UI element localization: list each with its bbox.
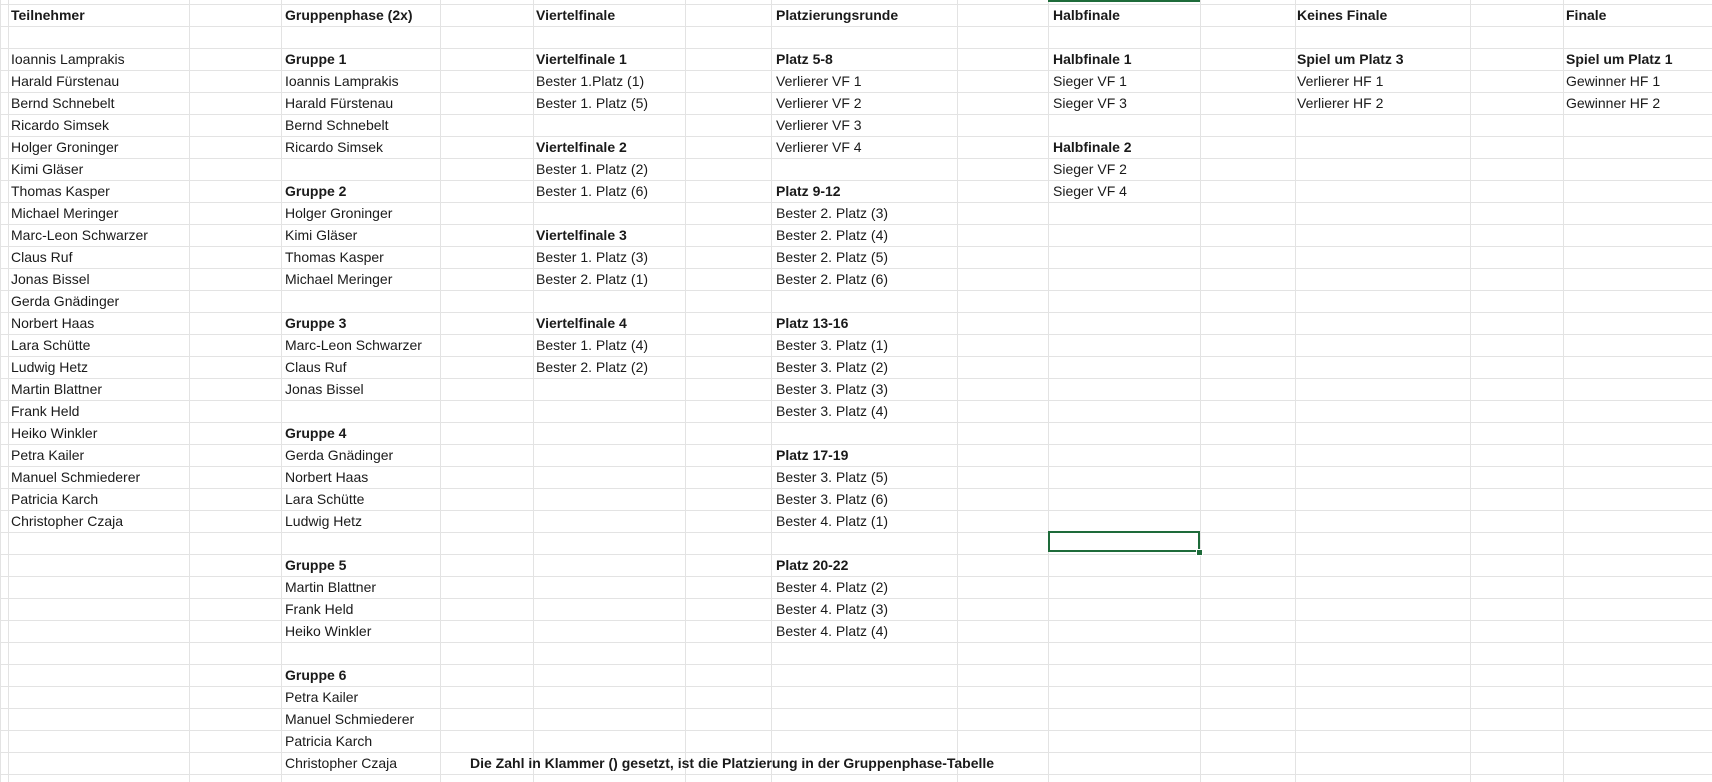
group-member-cell: Michael Meringer bbox=[285, 271, 393, 287]
row-gridline bbox=[0, 422, 1712, 423]
quarterfinal-entry: Bester 1. Platz (6) bbox=[536, 183, 649, 199]
group-member-cell: Jonas Bissel bbox=[285, 381, 364, 397]
final-entry: Gewinner HF 1 bbox=[1566, 73, 1661, 89]
group-member-cell: Lara Schütte bbox=[285, 491, 365, 507]
group-title: Gruppe 6 bbox=[285, 667, 347, 683]
column-header: Keines Finale bbox=[1297, 7, 1388, 23]
row-gridline bbox=[0, 664, 1712, 665]
quarterfinal-title: Viertelfinale 2 bbox=[536, 139, 627, 155]
participant-cell: Norbert Haas bbox=[11, 315, 95, 331]
final-title: Spiel um Platz 1 bbox=[1566, 51, 1673, 67]
participant-cell: Kimi Gläser bbox=[11, 161, 84, 177]
participant-cell: Frank Held bbox=[11, 403, 80, 419]
placement-title: Platz 20-22 bbox=[776, 557, 849, 573]
group-member-cell: Patricia Karch bbox=[285, 733, 373, 749]
participant-cell: Michael Meringer bbox=[11, 205, 119, 221]
placement-entry: Bester 2. Platz (4) bbox=[776, 227, 889, 243]
participant-cell: Claus Ruf bbox=[11, 249, 73, 265]
participant-cell: Ricardo Simsek bbox=[11, 117, 110, 133]
group-member-cell: Norbert Haas bbox=[285, 469, 369, 485]
participant-cell: Lara Schütte bbox=[11, 337, 91, 353]
placement-entry: Bester 4. Platz (4) bbox=[776, 623, 889, 639]
quarterfinal-title: Viertelfinale 1 bbox=[536, 51, 627, 67]
placement-entry: Bester 4. Platz (3) bbox=[776, 601, 889, 617]
semifinal-entry: Sieger VF 2 bbox=[1053, 161, 1127, 177]
quarterfinal-title: Viertelfinale 3 bbox=[536, 227, 627, 243]
quarterfinal-entry: Bester 1. Platz (4) bbox=[536, 337, 649, 353]
semifinal-entry: Sieger VF 3 bbox=[1053, 95, 1127, 111]
group-member-cell: Gerda Gnädinger bbox=[285, 447, 394, 463]
participant-cell: Petra Kailer bbox=[11, 447, 85, 463]
placement-entry: Verlierer VF 4 bbox=[776, 139, 862, 155]
third-place-entry: Verlierer HF 2 bbox=[1297, 95, 1384, 111]
placement-entry: Verlierer VF 3 bbox=[776, 117, 862, 133]
group-member-cell: Harald Fürstenau bbox=[285, 95, 394, 111]
row-gridline bbox=[0, 532, 1712, 533]
participant-cell: Thomas Kasper bbox=[11, 183, 110, 199]
group-title: Gruppe 3 bbox=[285, 315, 347, 331]
participant-cell: Ludwig Hetz bbox=[11, 359, 89, 375]
group-member-cell: Marc-Leon Schwarzer bbox=[285, 337, 422, 353]
column-header: Halbfinale bbox=[1053, 7, 1120, 23]
placement-title: Platz 13-16 bbox=[776, 315, 849, 331]
participant-cell: Patricia Karch bbox=[11, 491, 99, 507]
placement-entry: Bester 2. Platz (3) bbox=[776, 205, 889, 221]
column-header: Gruppenphase (2x) bbox=[285, 7, 413, 23]
placement-entry: Bester 3. Platz (3) bbox=[776, 381, 889, 397]
column-header: Finale bbox=[1566, 7, 1607, 23]
row-gridline bbox=[0, 48, 1712, 49]
quarterfinal-entry: Bester 1. Platz (2) bbox=[536, 161, 649, 177]
group-member-cell: Claus Ruf bbox=[285, 359, 347, 375]
group-title: Gruppe 4 bbox=[285, 425, 347, 441]
active-column-indicator bbox=[1048, 0, 1200, 2]
semifinal-title: Halbfinale 1 bbox=[1053, 51, 1132, 67]
placement-entry: Bester 4. Platz (2) bbox=[776, 579, 889, 595]
column-header: Platzierungsrunde bbox=[776, 7, 899, 23]
row-gridline bbox=[0, 290, 1712, 291]
participant-cell: Ioannis Lamprakis bbox=[11, 51, 125, 67]
participant-cell: Heiko Winkler bbox=[11, 425, 98, 441]
row-gridline bbox=[0, 686, 1712, 687]
group-member-cell: Frank Held bbox=[285, 601, 354, 617]
placement-entry: Bester 3. Platz (5) bbox=[776, 469, 889, 485]
group-member-cell: Petra Kailer bbox=[285, 689, 359, 705]
third-place-entry: Verlierer HF 1 bbox=[1297, 73, 1384, 89]
placement-entry: Bester 4. Platz (1) bbox=[776, 513, 889, 529]
row-gridline bbox=[0, 642, 1712, 643]
placement-entry: Bester 2. Platz (6) bbox=[776, 271, 889, 287]
placement-title: Platz 5-8 bbox=[776, 51, 833, 67]
group-member-cell: Ludwig Hetz bbox=[285, 513, 363, 529]
placement-entry: Verlierer VF 1 bbox=[776, 73, 862, 89]
participant-cell: Bernd Schnebelt bbox=[11, 95, 115, 111]
placement-entry: Bester 3. Platz (1) bbox=[776, 337, 889, 353]
participant-cell: Manuel Schmiederer bbox=[11, 469, 141, 485]
row-gridline bbox=[0, 554, 1712, 555]
row-gridline bbox=[0, 444, 1712, 445]
group-member-cell: Christopher Czaja bbox=[285, 755, 398, 771]
group-member-cell: Thomas Kasper bbox=[285, 249, 384, 265]
group-member-cell: Ricardo Simsek bbox=[285, 139, 384, 155]
selected-cell[interactable] bbox=[1048, 531, 1200, 552]
group-member-cell: Bernd Schnebelt bbox=[285, 117, 389, 133]
quarterfinal-entry: Bester 1. Platz (3) bbox=[536, 249, 649, 265]
group-title: Gruppe 1 bbox=[285, 51, 347, 67]
quarterfinal-entry: Bester 1.Platz (1) bbox=[536, 73, 645, 89]
placement-title: Platz 17-19 bbox=[776, 447, 849, 463]
row-gridline bbox=[0, 730, 1712, 731]
group-title: Gruppe 5 bbox=[285, 557, 347, 573]
row-gridline bbox=[0, 158, 1712, 159]
participant-cell: Martin Blattner bbox=[11, 381, 103, 397]
row-gridline bbox=[0, 26, 1712, 27]
participant-cell: Jonas Bissel bbox=[11, 271, 90, 287]
row-gridline bbox=[0, 774, 1712, 775]
quarterfinal-entry: Bester 2. Platz (2) bbox=[536, 359, 649, 375]
participant-cell: Holger Groninger bbox=[11, 139, 119, 155]
placement-entry: Bester 3. Platz (4) bbox=[776, 403, 889, 419]
participant-cell: Harald Fürstenau bbox=[11, 73, 120, 89]
column-header: Teilnehmer bbox=[11, 7, 85, 23]
group-member-cell: Holger Groninger bbox=[285, 205, 393, 221]
participant-cell: Marc-Leon Schwarzer bbox=[11, 227, 148, 243]
semifinal-entry: Sieger VF 4 bbox=[1053, 183, 1127, 199]
group-member-cell: Martin Blattner bbox=[285, 579, 377, 595]
row-gridline bbox=[0, 312, 1712, 313]
participant-cell: Gerda Gnädinger bbox=[11, 293, 120, 309]
fill-handle[interactable] bbox=[1196, 549, 1203, 556]
group-member-cell: Ioannis Lamprakis bbox=[285, 73, 399, 89]
semifinal-entry: Sieger VF 1 bbox=[1053, 73, 1127, 89]
group-member-cell: Manuel Schmiederer bbox=[285, 711, 415, 727]
third-place-title: Spiel um Platz 3 bbox=[1297, 51, 1404, 67]
group-member-cell: Heiko Winkler bbox=[285, 623, 372, 639]
placement-title: Platz 9-12 bbox=[776, 183, 841, 199]
group-title: Gruppe 2 bbox=[285, 183, 347, 199]
semifinal-title: Halbfinale 2 bbox=[1053, 139, 1132, 155]
quarterfinal-entry: Bester 1. Platz (5) bbox=[536, 95, 649, 111]
row-gridline bbox=[0, 708, 1712, 709]
quarterfinal-title: Viertelfinale 4 bbox=[536, 315, 627, 331]
final-entry: Gewinner HF 2 bbox=[1566, 95, 1661, 111]
placement-entry: Verlierer VF 2 bbox=[776, 95, 862, 111]
participant-cell: Christopher Czaja bbox=[11, 513, 124, 529]
quarterfinal-entry: Bester 2. Platz (1) bbox=[536, 271, 649, 287]
group-member-cell: Kimi Gläser bbox=[285, 227, 358, 243]
placement-entry: Bester 2. Platz (5) bbox=[776, 249, 889, 265]
placement-entry: Bester 3. Platz (2) bbox=[776, 359, 889, 375]
row-gridline bbox=[0, 180, 1712, 181]
footnote: Die Zahl in Klammer () gesetzt, ist die Platzierung in der Gruppenphase-Tabelle bbox=[470, 755, 995, 771]
placement-entry: Bester 3. Platz (6) bbox=[776, 491, 889, 507]
column-header: Viertelfinale bbox=[536, 7, 616, 23]
